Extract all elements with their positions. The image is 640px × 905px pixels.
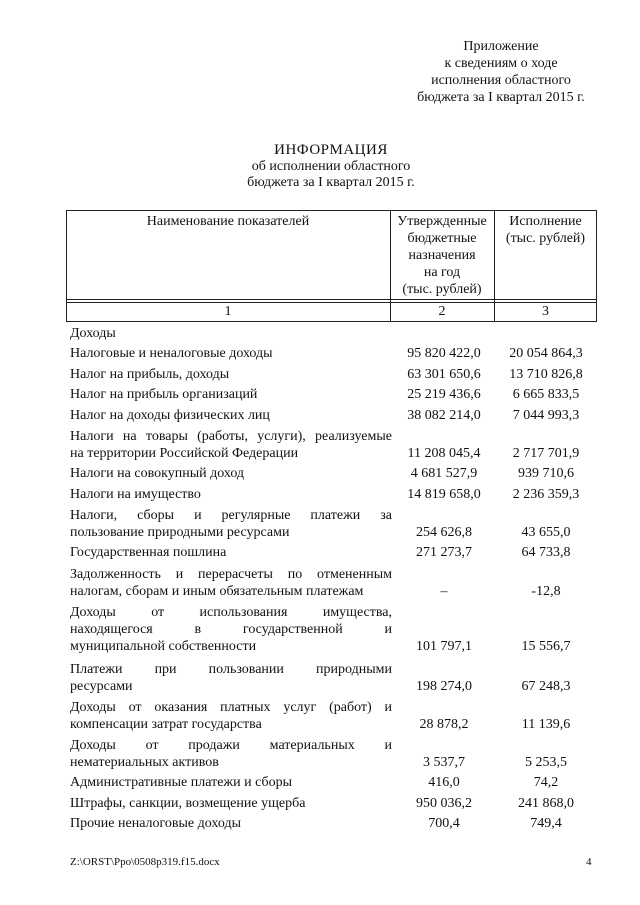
row-approved: 271 273,7 [416,545,472,560]
row-approved: 416,0 [428,775,460,790]
row-approved: 700,4 [428,816,460,831]
row-executed: 2 717 701,9 [512,446,580,461]
row-approved: 198 274,0 [416,679,472,694]
title-main: ИНФОРМАЦИЯ [274,142,388,158]
row-executed: -12,8 [531,584,561,599]
row-executed: 74,2 [533,775,559,790]
row-approved: 101 797,1 [416,639,472,654]
row-executed: 939 710,6 [518,466,574,481]
row-executed: 241 868,0 [518,796,574,811]
row-name: Задолженность и перерасчеты по отмененным налогам, сборам и иным обязательным платежам [70,567,392,599]
row-approved: – [440,584,448,599]
row-approved: 3 537,7 [423,755,465,770]
header-divider [66,299,597,300]
row-approved: 28 878,2 [419,717,469,732]
row-name: Доходы от использования имущества, находящегося в государственной и муниципальной собственности [70,605,392,654]
row-executed: 15 556,7 [521,639,571,654]
row-executed: 7 044 993,3 [512,408,580,423]
row-name: Налоги на товары (работы, услуги), реализуемые на территории Российской Федерации [70,429,392,461]
row-approved: 95 820 422,0 [407,346,481,361]
row-name: Доходы от оказания платных услуг (работ) и компенсации затрат государства [70,700,392,732]
title-sub: бюджета за I квартал 2015 г. [247,175,415,190]
row-approved: 14 819 658,0 [407,487,481,502]
row-approved: 25 219 436,6 [407,387,481,402]
column-number: 1 [224,304,232,319]
row-name: Налог на прибыль организаций [70,387,258,402]
document-title [216,142,446,191]
row-approved: 254 626,8 [416,525,472,540]
row-name: Прочие неналоговые доходы [70,816,242,831]
row-name: Доходы [70,326,116,341]
row-name: Налоговые и неналоговые доходы [70,346,273,361]
row-executed: 64 733,8 [521,545,571,560]
table-header [66,210,597,322]
annex-line: бюджета за I квартал 2015 г. [417,90,585,105]
row-executed: 11 139,6 [521,717,571,732]
column-number: 3 [542,304,549,319]
row-approved: 63 301 650,6 [407,367,481,382]
row-name: Государственная пошлина [70,545,227,560]
row-name: Административные платежи и сборы [70,775,292,790]
annex-note [398,38,604,106]
header-name: Наименование показателей [146,214,310,229]
row-executed: 5 253,5 [525,755,567,770]
row-executed: 20 054 864,3 [509,346,583,361]
file-path: Z:\ORST\Ppo\0508p319.f15.docx [70,856,220,868]
page-number: 4 [586,856,592,868]
row-name: Налог на доходы физических лиц [70,408,270,423]
row-name: Налоги на имущество [70,487,201,502]
annex-line: Приложение [463,39,539,54]
row-name: Доходы от продажи материальных и нематериальных активов [70,738,392,770]
row-executed: 13 710 826,8 [509,367,583,382]
row-executed: 6 665 833,5 [512,387,580,402]
column-number: 2 [438,304,446,319]
title-sub: об исполнении областного [251,159,411,174]
row-name: Налог на прибыль, доходы [70,367,230,382]
header-approved: Утвержденные бюджетные назначения на год (тыс. рублей) [397,214,487,297]
row-approved: 11 208 045,4 [407,446,481,461]
row-name: Налоги на совокупный доход [70,466,245,481]
row-name: Штрафы, санкции, возмещение ущерба [70,796,306,811]
row-executed: 749,4 [530,816,562,831]
annex-line: к сведениям о ходе [444,56,558,71]
annex-line: исполнения областного [431,73,571,88]
row-executed: 2 236 359,3 [512,487,580,502]
row-executed: 43 655,0 [521,525,571,540]
row-approved: 38 082 214,0 [407,408,481,423]
row-executed: 67 248,3 [521,679,571,694]
header-executed: Исполнение (тыс. рублей) [505,214,586,246]
row-name: Платежи при пользовании природными ресурсами [70,662,392,694]
row-approved: 4 681 527,9 [410,466,478,481]
row-name: Налоги, сборы и регулярные платежи за пользование природными ресурсами [70,508,392,540]
row-approved: 950 036,2 [416,796,472,811]
